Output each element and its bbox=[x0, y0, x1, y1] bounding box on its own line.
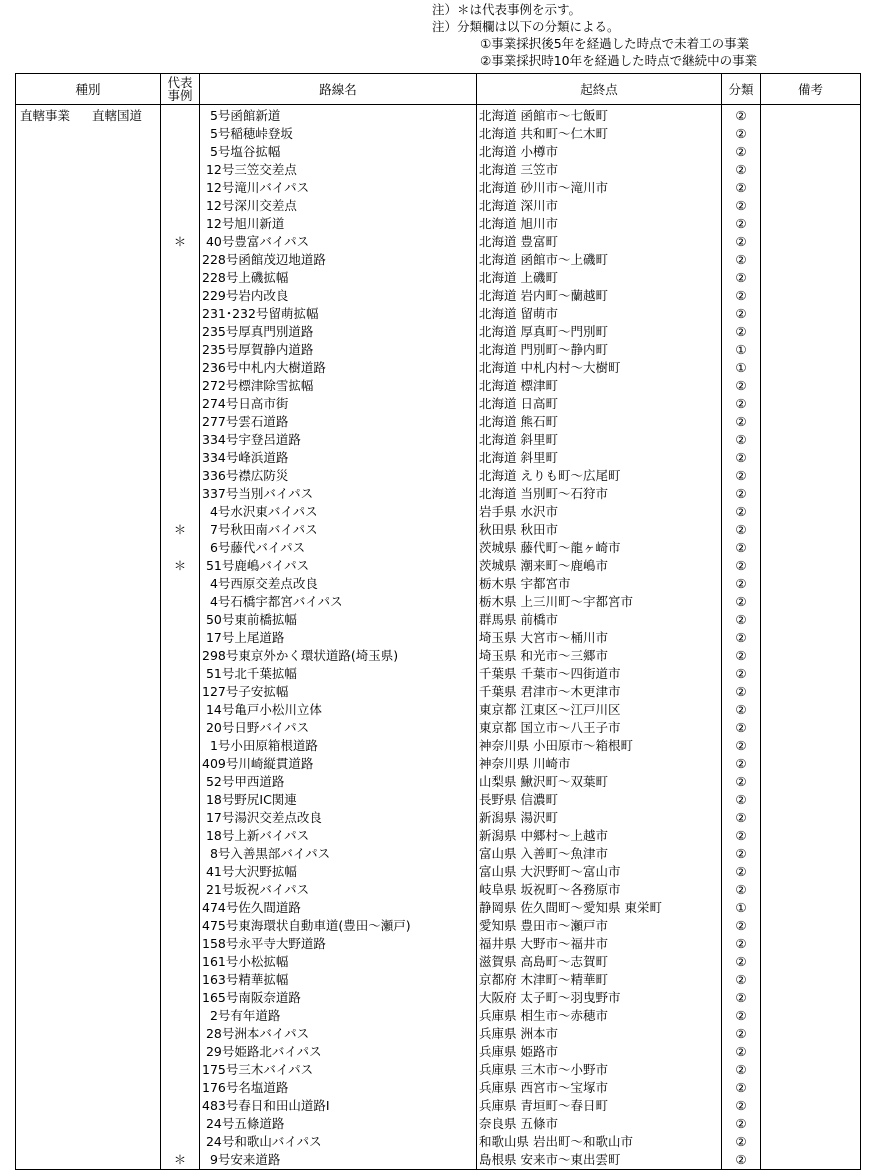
classification-mark: ② bbox=[735, 486, 747, 501]
start-end-points: 兵庫県 西宮市～宝塚市 bbox=[479, 1080, 608, 1095]
representative-mark bbox=[161, 305, 199, 323]
route-name: 336号襟広防災 bbox=[202, 468, 289, 483]
route-name: 158号永平寺大野道路 bbox=[202, 936, 326, 951]
route-name: 229号岩内改良 bbox=[202, 288, 289, 303]
start-end-points: 北海道 共和町～仁木町 bbox=[479, 126, 608, 141]
start-end-points: 茨城県 潮来町～鹿嶋市 bbox=[479, 558, 608, 573]
start-end-points: 和歌山県 岩出町～和歌山市 bbox=[479, 1134, 633, 1149]
representative-mark bbox=[161, 395, 199, 413]
start-end-points: 北海道 中札内村～大樹町 bbox=[479, 360, 621, 375]
start-end-points: 秋田県 秋田市 bbox=[479, 522, 558, 537]
start-end-points: 栃木県 上三川町～宇都宮市 bbox=[479, 594, 633, 609]
representative-mark bbox=[161, 701, 199, 719]
route-name: 127号子安拡幅 bbox=[202, 684, 289, 699]
route-name: 175号三木バイパス bbox=[202, 1062, 314, 1077]
classification-mark: ② bbox=[735, 144, 747, 159]
route-name: 228号函館茂辺地道路 bbox=[202, 252, 326, 267]
start-end-points: 長野県 信濃町 bbox=[479, 792, 558, 807]
representative-mark bbox=[161, 1043, 199, 1061]
type-cell bbox=[16, 105, 161, 1170]
classification-mark: ② bbox=[735, 1080, 747, 1095]
classification-mark: ② bbox=[735, 756, 747, 771]
start-end-points: 北海道 日高町 bbox=[479, 396, 558, 411]
route-name: 236号中札内大樹道路 bbox=[202, 360, 326, 375]
classification-mark: ② bbox=[735, 864, 747, 879]
representative-mark bbox=[161, 1025, 199, 1043]
classification-mark: ① bbox=[735, 900, 747, 915]
route-name: 176号名塩道路 bbox=[202, 1080, 289, 1095]
route-name: 4号水沢東バイパス bbox=[202, 504, 318, 519]
classification-mark: ② bbox=[735, 612, 747, 627]
classification-mark: ② bbox=[735, 882, 747, 897]
representative-mark bbox=[161, 755, 199, 773]
start-end-points: 愛知県 豊田市～瀬戸市 bbox=[479, 918, 608, 933]
start-end-points: 島根県 安来市～東出雲町 bbox=[479, 1152, 621, 1167]
route-name: 231･232号留萌拡幅 bbox=[202, 306, 319, 321]
classification-mark: ② bbox=[735, 1026, 747, 1041]
representative-mark: ＊ bbox=[173, 522, 187, 537]
classification-mark: ② bbox=[735, 450, 747, 465]
header-representative-line2: 事例 bbox=[167, 88, 193, 103]
representative-mark bbox=[161, 971, 199, 989]
start-end-points: 北海道 上磯町 bbox=[479, 270, 558, 285]
representative-mark bbox=[161, 809, 199, 827]
start-end-points: 埼玉県 大宮市～桶川市 bbox=[479, 630, 608, 645]
start-end-points: 富山県 入善町～魚津市 bbox=[479, 846, 608, 861]
route-name: 235号厚賀静内道路 bbox=[202, 342, 314, 357]
route-name: 5号塩谷拡幅 bbox=[202, 144, 281, 159]
classification-mark: ② bbox=[735, 1134, 747, 1149]
route-name: 18号上新バイパス bbox=[202, 828, 310, 843]
representative-mark bbox=[161, 881, 199, 899]
start-end-points: 茨城県 藤代町～龍ヶ崎市 bbox=[479, 540, 621, 555]
start-end-points: 福井県 大野市～福井市 bbox=[479, 936, 608, 951]
route-column bbox=[200, 105, 477, 1170]
start-end-points: 新潟県 湯沢町 bbox=[479, 810, 558, 825]
classification-mark: ② bbox=[735, 702, 747, 717]
category-main: 直轄事業 bbox=[20, 108, 71, 123]
start-end-points: 東京都 国立市～八王子市 bbox=[479, 720, 621, 735]
representative-mark bbox=[161, 611, 199, 629]
header-remarks: 備考 bbox=[761, 74, 861, 105]
route-name: 28号洲本バイパス bbox=[202, 1026, 310, 1041]
route-name: 337号当別バイパス bbox=[202, 486, 314, 501]
route-name: 334号峰浜道路 bbox=[202, 450, 289, 465]
classification-mark: ② bbox=[735, 558, 747, 573]
header-class: 分類 bbox=[722, 74, 761, 105]
classification-mark: ② bbox=[735, 918, 747, 933]
classification-mark: ② bbox=[735, 828, 747, 843]
classification-mark: ② bbox=[735, 684, 747, 699]
representative-mark: ＊ bbox=[173, 558, 187, 573]
start-end-points: 北海道 函館市～七飯町 bbox=[479, 108, 608, 123]
start-end-points: 北海道 熊石町 bbox=[479, 414, 558, 429]
route-name: 298号東京外かく環状道路(埼玉県) bbox=[202, 648, 399, 663]
classification-mark: ② bbox=[735, 810, 747, 825]
classification-mark: ② bbox=[735, 1098, 747, 1113]
classification-mark: ② bbox=[735, 990, 747, 1005]
start-end-points: 北海道 旭川市 bbox=[479, 216, 558, 231]
start-end-points: 兵庫県 洲本市 bbox=[479, 1026, 558, 1041]
classification-mark: ② bbox=[735, 504, 747, 519]
representative-mark bbox=[161, 323, 199, 341]
start-end-points: 北海道 斜里町 bbox=[479, 432, 558, 447]
start-end-points: 兵庫県 姫路市 bbox=[479, 1044, 558, 1059]
representative-mark bbox=[161, 161, 199, 179]
start-end-points: 北海道 岩内町～蘭越町 bbox=[479, 288, 608, 303]
representative-mark bbox=[161, 269, 199, 287]
classification-mark: ② bbox=[735, 468, 747, 483]
classification-mark: ② bbox=[735, 378, 747, 393]
route-name: 277号雲石道路 bbox=[202, 414, 289, 429]
classification-mark: ② bbox=[735, 594, 747, 609]
representative-mark bbox=[161, 845, 199, 863]
classification-mark: ② bbox=[735, 306, 747, 321]
start-end-points: 新潟県 中郷村～上越市 bbox=[479, 828, 608, 843]
representative-mark bbox=[161, 179, 199, 197]
representative-mark: ＊ bbox=[173, 1152, 187, 1167]
representative-mark bbox=[161, 791, 199, 809]
route-name: 272号標津除雪拡幅 bbox=[202, 378, 314, 393]
representative-mark bbox=[161, 539, 199, 557]
route-name: 41号大沢野拡幅 bbox=[202, 864, 297, 879]
representative-mark bbox=[161, 1061, 199, 1079]
route-name: 474号佐久間道路 bbox=[202, 900, 301, 915]
start-end-points: 北海道 えりも町～広尾町 bbox=[479, 468, 621, 483]
route-name: 12号旭川新道 bbox=[202, 216, 285, 231]
classification-mark: ② bbox=[735, 1008, 747, 1023]
route-name: 8号入善黒部バイパス bbox=[202, 846, 331, 861]
representative-mark bbox=[161, 197, 199, 215]
start-end-points: 北海道 当別町～石狩市 bbox=[479, 486, 608, 501]
route-name: 5号函館新道 bbox=[202, 108, 281, 123]
route-name: 483号春日和田山道路Ⅰ bbox=[202, 1098, 330, 1113]
start-end-points: 栃木県 宇都宮市 bbox=[479, 576, 571, 591]
start-end-points: 東京都 江東区～江戸川区 bbox=[479, 702, 621, 717]
representative-mark bbox=[161, 413, 199, 431]
start-end-points: 兵庫県 相生市～赤穂市 bbox=[479, 1008, 608, 1023]
route-name: 24号五條道路 bbox=[202, 1116, 285, 1131]
route-name: 12号滝川バイパス bbox=[202, 180, 310, 195]
representative-mark bbox=[161, 485, 199, 503]
start-end-points: 大阪府 太子町～羽曳野市 bbox=[479, 990, 621, 1005]
header-representative bbox=[161, 74, 200, 105]
start-end-points: 北海道 留萌市 bbox=[479, 306, 558, 321]
header-route: 路線名 bbox=[200, 74, 477, 105]
representative-mark bbox=[161, 359, 199, 377]
route-name: 235号厚真門別道路 bbox=[202, 324, 314, 339]
classification-mark: ② bbox=[735, 216, 747, 231]
star-column bbox=[161, 105, 200, 1170]
route-name: 12号深川交差点 bbox=[202, 198, 297, 213]
route-name: 161号小松拡幅 bbox=[202, 954, 289, 969]
route-name: 9号安来道路 bbox=[202, 1152, 281, 1167]
representative-mark bbox=[161, 629, 199, 647]
start-end-points: 静岡県 佐久間町～愛知県 東栄町 bbox=[479, 900, 662, 915]
classification-mark: ② bbox=[735, 666, 747, 681]
start-end-points: 神奈川県 川崎市 bbox=[479, 756, 571, 771]
classification-mark: ② bbox=[735, 198, 747, 213]
remarks-column bbox=[761, 105, 861, 1170]
route-name: 24号和歌山バイパス bbox=[202, 1134, 322, 1149]
representative-mark bbox=[161, 647, 199, 665]
representative-mark bbox=[161, 917, 199, 935]
classification-mark: ② bbox=[735, 396, 747, 411]
route-name: 17号上尾道路 bbox=[202, 630, 285, 645]
route-name: 40号豊富バイパス bbox=[202, 234, 310, 249]
representative-mark bbox=[161, 683, 199, 701]
start-end-points: 滋賀県 高島町～志賀町 bbox=[479, 954, 608, 969]
start-end-points: 京都府 木津町～精華町 bbox=[479, 972, 608, 987]
start-end-points: 兵庫県 三木市～小野市 bbox=[479, 1062, 608, 1077]
start-end-points: 岩手県 水沢市 bbox=[479, 504, 558, 519]
classification-mark: ② bbox=[735, 432, 747, 447]
representative-mark bbox=[161, 143, 199, 161]
route-name: 2号有年道路 bbox=[202, 1008, 281, 1023]
representative-mark bbox=[161, 251, 199, 269]
route-name: 21号坂祝バイパス bbox=[202, 882, 310, 897]
start-end-points: 神奈川県 小田原市～箱根町 bbox=[479, 738, 633, 753]
representative-mark bbox=[161, 125, 199, 143]
classification-mark: ① bbox=[735, 360, 747, 375]
route-name: 50号東前橋拡幅 bbox=[202, 612, 297, 627]
route-name: 475号東海環状自動車道(豊田～瀬戸) bbox=[202, 918, 411, 933]
classification-mark: ② bbox=[735, 648, 747, 663]
start-end-points: 千葉県 千葉市～四街道市 bbox=[479, 666, 621, 681]
route-name: 4号西原交差点改良 bbox=[202, 576, 318, 591]
route-name: 163号精華拡幅 bbox=[202, 972, 289, 987]
classification-mark: ② bbox=[735, 180, 747, 195]
classification-mark: ② bbox=[735, 846, 747, 861]
classification-mark: ② bbox=[735, 270, 747, 285]
classification-mark: ② bbox=[735, 954, 747, 969]
classification-mark: ② bbox=[735, 774, 747, 789]
route-name: 51号北千葉拡幅 bbox=[202, 666, 297, 681]
class-column bbox=[722, 105, 761, 1170]
representative-mark bbox=[161, 827, 199, 845]
route-name: 4号石橋宇都宮バイパス bbox=[202, 594, 343, 609]
route-name: 334号宇登呂道路 bbox=[202, 432, 301, 447]
representative-mark bbox=[161, 737, 199, 755]
representative-mark bbox=[161, 1115, 199, 1133]
classification-mark: ② bbox=[735, 1116, 747, 1131]
representative-mark bbox=[161, 503, 199, 521]
classification-mark: ② bbox=[735, 576, 747, 591]
classification-mark: ② bbox=[735, 324, 747, 339]
header-representative-line1: 代表 bbox=[167, 75, 193, 90]
note-representative: 注）＊は代表事例を示す。 bbox=[432, 2, 582, 17]
note-class-1: ①事業採択後5年を経過した時点で未着工の事業 bbox=[480, 36, 750, 51]
classification-mark: ② bbox=[735, 1062, 747, 1077]
start-end-points: 山梨県 鰍沢町～双葉町 bbox=[479, 774, 608, 789]
representative-mark bbox=[161, 287, 199, 305]
representative-mark bbox=[161, 431, 199, 449]
classification-mark: ② bbox=[735, 540, 747, 555]
route-name: 1号小田原箱根道路 bbox=[202, 738, 318, 753]
classification-mark: ② bbox=[735, 108, 747, 123]
classification-mark: ② bbox=[735, 1044, 747, 1059]
classification-mark: ② bbox=[735, 522, 747, 537]
classification-mark: ② bbox=[735, 126, 747, 141]
classification-mark: ② bbox=[735, 738, 747, 753]
start-end-points: 北海道 三笠市 bbox=[479, 162, 558, 177]
route-name: 6号藤代バイパス bbox=[202, 540, 306, 555]
start-end-points: 北海道 厚真町～門別町 bbox=[479, 324, 608, 339]
representative-mark bbox=[161, 989, 199, 1007]
category-sub: 直轄国道 bbox=[92, 108, 143, 123]
route-name: 165号南阪奈道路 bbox=[202, 990, 301, 1005]
route-name: 51号鹿嶋バイパス bbox=[202, 558, 310, 573]
points-column bbox=[477, 105, 722, 1170]
classification-mark: ② bbox=[735, 720, 747, 735]
classification-mark: ② bbox=[735, 972, 747, 987]
route-name: 29号姫路北バイパス bbox=[202, 1044, 322, 1059]
route-name: 228号上磯拡幅 bbox=[202, 270, 289, 285]
route-name: 20号日野バイパス bbox=[202, 720, 310, 735]
start-end-points: 北海道 小樽市 bbox=[479, 144, 558, 159]
route-name: 409号川崎縦貫道路 bbox=[202, 756, 314, 771]
representative-mark bbox=[161, 215, 199, 233]
start-end-points: 群馬県 前橋市 bbox=[479, 612, 558, 627]
project-table bbox=[15, 73, 861, 1170]
representative-mark bbox=[161, 899, 199, 917]
route-name: 14号亀戸小松川立体 bbox=[202, 702, 322, 717]
classification-mark: ② bbox=[735, 1152, 747, 1167]
representative-mark bbox=[161, 377, 199, 395]
representative-mark bbox=[161, 719, 199, 737]
route-name: 18号野尻IC関連 bbox=[202, 792, 297, 807]
classification-mark: ② bbox=[735, 288, 747, 303]
start-end-points: 岐阜県 坂祝町～各務原市 bbox=[479, 882, 621, 897]
route-name: 5号稲穂峠登坂 bbox=[202, 126, 293, 141]
route-name: 12号三笠交差点 bbox=[202, 162, 297, 177]
start-end-points: 北海道 砂川市～滝川市 bbox=[479, 180, 608, 195]
representative-mark bbox=[161, 773, 199, 791]
start-end-points: 北海道 標津町 bbox=[479, 378, 558, 393]
representative-mark bbox=[161, 593, 199, 611]
classification-mark: ② bbox=[735, 414, 747, 429]
start-end-points: 埼玉県 和光市～三郷市 bbox=[479, 648, 608, 663]
representative-mark bbox=[161, 665, 199, 683]
route-name: 7号秋田南バイパス bbox=[202, 522, 318, 537]
classification-mark: ② bbox=[735, 936, 747, 951]
representative-mark bbox=[161, 953, 199, 971]
start-end-points: 千葉県 君津市～木更津市 bbox=[479, 684, 621, 699]
header-type: 種別 bbox=[16, 74, 161, 105]
classification-mark: ② bbox=[735, 234, 747, 249]
route-name: 52号甲西道路 bbox=[202, 774, 285, 789]
representative-mark bbox=[161, 863, 199, 881]
route-name: 17号湯沢交差点改良 bbox=[202, 810, 322, 825]
note-classification: 注）分類欄は以下の分類による。 bbox=[432, 19, 620, 34]
representative-mark bbox=[161, 467, 199, 485]
representative-mark bbox=[161, 107, 199, 125]
start-end-points: 奈良県 五條市 bbox=[479, 1116, 558, 1131]
representative-mark bbox=[161, 935, 199, 953]
start-end-points: 北海道 斜里町 bbox=[479, 450, 558, 465]
header-points: 起終点 bbox=[477, 74, 722, 105]
note-class-2: ②事業採択時10年を経過した時点で継続中の事業 bbox=[480, 53, 758, 68]
table-body-row bbox=[16, 105, 861, 1170]
classification-mark: ② bbox=[735, 162, 747, 177]
representative-mark bbox=[161, 575, 199, 593]
route-name: 274号日高市街 bbox=[202, 396, 289, 411]
representative-mark bbox=[161, 449, 199, 467]
start-end-points: 富山県 大沢野町～富山市 bbox=[479, 864, 621, 879]
start-end-points: 北海道 深川市 bbox=[479, 198, 558, 213]
representative-mark bbox=[161, 1097, 199, 1115]
start-end-points: 北海道 函館市～上磯町 bbox=[479, 252, 608, 267]
representative-mark bbox=[161, 1007, 199, 1025]
representative-mark bbox=[161, 1133, 199, 1151]
start-end-points: 北海道 門別町～静内町 bbox=[479, 342, 608, 357]
representative-mark bbox=[161, 1079, 199, 1097]
representative-mark bbox=[161, 341, 199, 359]
classification-mark: ① bbox=[735, 342, 747, 357]
representative-mark: ＊ bbox=[173, 234, 187, 249]
table-header-row bbox=[16, 74, 861, 105]
classification-mark: ② bbox=[735, 630, 747, 645]
start-end-points: 兵庫県 青垣町～春日町 bbox=[479, 1098, 608, 1113]
classification-mark: ② bbox=[735, 792, 747, 807]
classification-mark: ② bbox=[735, 252, 747, 267]
notes bbox=[432, 1, 757, 69]
start-end-points: 北海道 豊富町 bbox=[479, 234, 558, 249]
